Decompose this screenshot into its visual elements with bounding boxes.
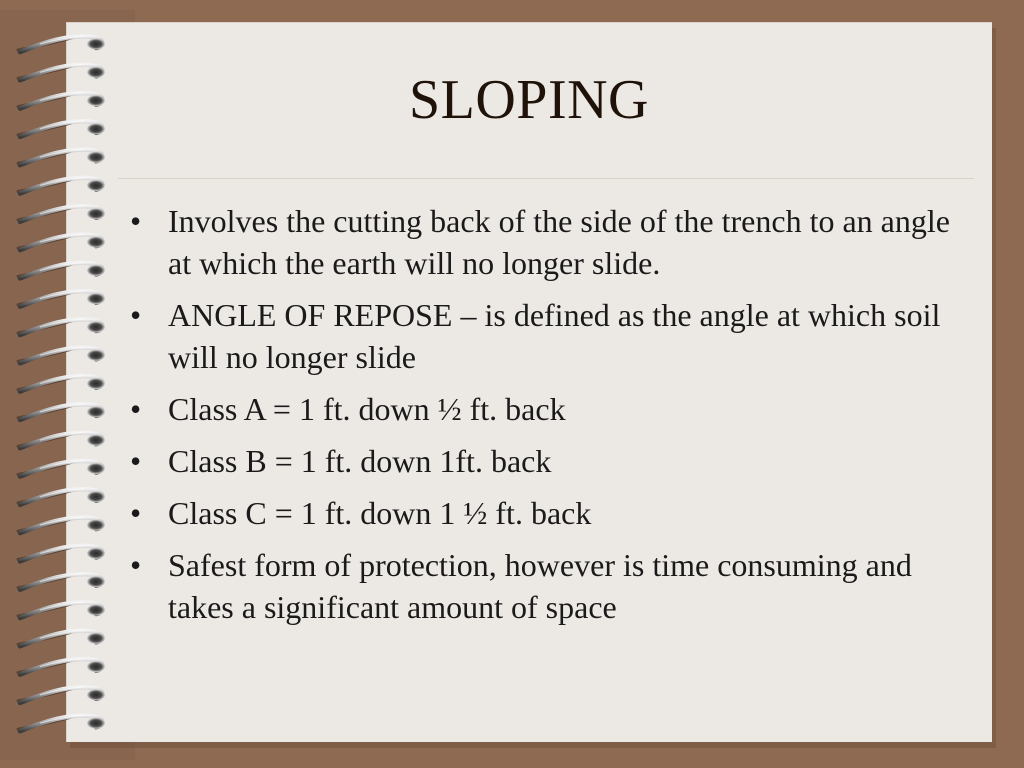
spiral-coil-icon	[18, 630, 105, 646]
spiral-coil-icon	[18, 36, 105, 52]
bullet-marker: •	[130, 203, 142, 239]
spiral-coil-icon	[18, 517, 105, 533]
spiral-coil-icon	[18, 262, 105, 278]
bullet-marker: •	[130, 443, 142, 479]
spiral-coil-icon	[18, 347, 105, 363]
spiral-coil-icon	[18, 404, 105, 420]
spiral-coil-icon	[18, 234, 105, 250]
bullet-text: Class B = 1 ft. down 1ft. back	[168, 443, 552, 479]
spiral-coil-icon	[18, 574, 105, 590]
spiral-coil-icon	[18, 545, 105, 561]
bullet-marker: •	[130, 391, 142, 427]
spiral-coil-icon	[18, 319, 105, 335]
spiral-coil-icon	[18, 461, 105, 477]
spiral-coil-icon	[18, 291, 105, 307]
bullet-item	[128, 440, 978, 482]
bullet-text: Class C = 1 ft. down 1 ½ ft. back	[168, 495, 592, 531]
spiral-coil-icon	[18, 687, 105, 703]
bullet-marker: •	[130, 495, 142, 531]
spiral-coil-icon	[18, 489, 105, 505]
spiral-coil-icon	[18, 178, 105, 194]
slide-title: SLOPING	[409, 69, 649, 131]
bullet-item	[128, 200, 978, 284]
bullet-marker: •	[130, 547, 142, 583]
spiral-coil-icon	[18, 206, 105, 222]
bullet-item	[128, 544, 978, 628]
spiral-coil-icon	[18, 659, 105, 675]
spiral-coil-icon	[18, 149, 105, 165]
title-divider	[118, 178, 974, 179]
bullet-item	[128, 294, 978, 378]
spiral-coil-icon	[18, 376, 105, 392]
bullet-text: Safest form of protection, however is time consuming and takes a significant amount of space	[168, 547, 912, 625]
spiral-coil-icon	[18, 602, 105, 618]
bullet-item	[128, 492, 978, 534]
bullet-item	[128, 388, 978, 430]
bullet-text: ANGLE OF REPOSE – is defined as the angle at which soil will no longer slide	[168, 297, 941, 375]
bullet-text: Involves the cutting back of the side of the trench to an angle at which the earth will no longer slide.	[168, 203, 950, 281]
bullet-marker: •	[130, 297, 142, 333]
spiral-coil-icon	[18, 715, 105, 731]
bullet-text: Class A = 1 ft. down ½ ft. back	[168, 391, 566, 427]
bullet-list	[128, 200, 978, 638]
spiral-coil-icon	[18, 432, 105, 448]
